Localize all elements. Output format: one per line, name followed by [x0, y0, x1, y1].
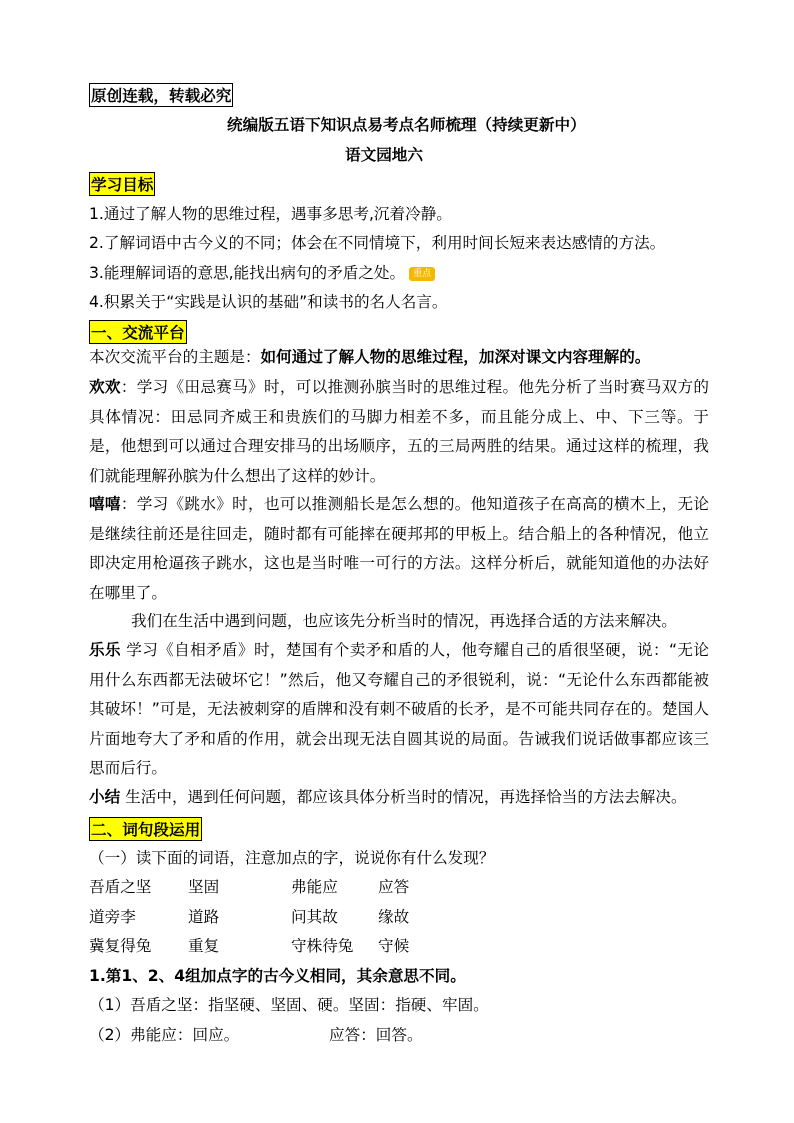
- paragraph-summary-indent: [89, 607, 709, 637]
- paragraph-text: 学习《自相矛盾》时，楚国有个卖矛和盾的人，他夸耀自己的盾很坚硬，说：“无论用什么东西都无法破坏它！”然后，他又夸耀自己的矛很锐利，说：“无论什么东西都能被其破坏！”可是，无法被刺穿的盾牌和没有刺不破盾的长矛，是不可能共同存在的。楚国人片面地夸大了矛和盾的作用，就会出现无法自圆其说的局面。告诫我们说话做事都应该三思而后行。: [89, 641, 709, 777]
- word-cell: 问其故: [291, 908, 338, 926]
- document-title: 统编版五语下知识点易考点名师梳理（持续更新中）: [227, 116, 586, 134]
- paragraph-xixi: [89, 490, 709, 608]
- answer-item-2-right: 应答：回答。: [329, 1026, 423, 1044]
- paragraph-xiaojie: [89, 783, 709, 813]
- goal-item: 1.通过了解人物的思维过程，遇事多思考,沉着冷静。: [89, 205, 452, 223]
- document-subtitle: 语文园地六: [345, 146, 423, 164]
- word-cell: 重复: [188, 937, 220, 955]
- section2-heading: 二、词句段运用: [89, 817, 202, 841]
- intro-text: 本次交流平台的主题是：: [89, 348, 261, 366]
- copyright-notice: 原创连载，转载必究: [89, 83, 233, 107]
- speaker-name: 小结: [89, 788, 121, 806]
- word-cell: 守株待兔: [291, 937, 354, 955]
- paragraph-text: ：学习《跳水》时，也可以推测船长是怎么想的。他知道孩子在高高的横木上，无论是继续往前还是往回走，随时都有可能摔在硬邦邦的甲板上。结合船上的各种情况，他立即决定用枪逼孩子跳水，这也是当时唯一可行的方法。这样分析后，就能知道他的办法好在哪里了。: [89, 495, 709, 602]
- answer-item-1: （1）吾盾之坚：指坚硬、坚固、硬。坚固：指硬、牢固。: [89, 996, 489, 1014]
- word-cell: 守候: [378, 937, 410, 955]
- word-cell: 缘故: [378, 908, 410, 926]
- word-cell: 道路: [188, 908, 220, 926]
- word-cell: 坚固: [188, 878, 220, 896]
- paragraph-lele: [89, 636, 709, 784]
- speaker-name: 嘻嘻: [89, 495, 121, 513]
- section1-intro: [89, 343, 709, 373]
- goal-item: 4.积累关于“实践是认识的基础”和读书的名人名言。: [89, 293, 448, 311]
- word-cell: 应答: [378, 878, 410, 896]
- word-cell: 冀复得兔: [89, 937, 152, 955]
- word-cell: 吾盾之坚: [89, 878, 152, 896]
- answer-summary: 1.第1、2、4组加点字的古今义相同，其余意思不同。: [89, 967, 466, 985]
- goal-item: [89, 261, 435, 283]
- question-1: （一）读下面的词语，注意加点的字，说说你有什么发现？: [89, 849, 495, 867]
- paragraph-text: 生活中，遇到任何问题，都应该具体分析当时的情况，再选择恰当的方法去解决。: [120, 788, 687, 806]
- goals-heading: 学习目标: [89, 172, 155, 196]
- answer-item-2: （2）弗能应：回应。: [89, 1026, 240, 1044]
- paragraph-text: ：学习《田忌赛马》时，可以推测孙膑当时的思维过程。他先分析了当时赛马双方的具体情况：田忌同齐威王和贵族们的马脚力相差不多，而且能分成上、中、下三等。于是，他想到可以通过合理安排马的出场顺序，五的三局两胜的结果。通过这样的梳理，我们就能理解孙膑为什么想出了这样的妙计。: [89, 378, 709, 485]
- speaker-name: 乐乐: [89, 641, 121, 659]
- word-cell: 弗能应: [291, 878, 338, 896]
- speaker-name: 欢欢: [89, 378, 121, 396]
- word-cell: 道旁李: [89, 908, 136, 926]
- goal-item: 2.了解词语中古今义的不同；体会在不同情境下，利用时间长短来表达感情的方法。: [89, 234, 666, 252]
- intro-theme: 如何通过了解人物的思维过程，加深对课文内容理解的。: [260, 348, 651, 366]
- paragraph-text: 我们在生活中遇到问题，也应该先分析当时的情况，再选择合适的方法来解决。: [131, 612, 677, 630]
- key-point-badge: 重点: [409, 267, 435, 281]
- goal-item-text: 3.能理解词语的意思,能找出病句的矛盾之处。: [89, 264, 406, 282]
- section1-heading: 一、交流平台: [89, 320, 187, 344]
- paragraph-huanhuan: [89, 373, 709, 491]
